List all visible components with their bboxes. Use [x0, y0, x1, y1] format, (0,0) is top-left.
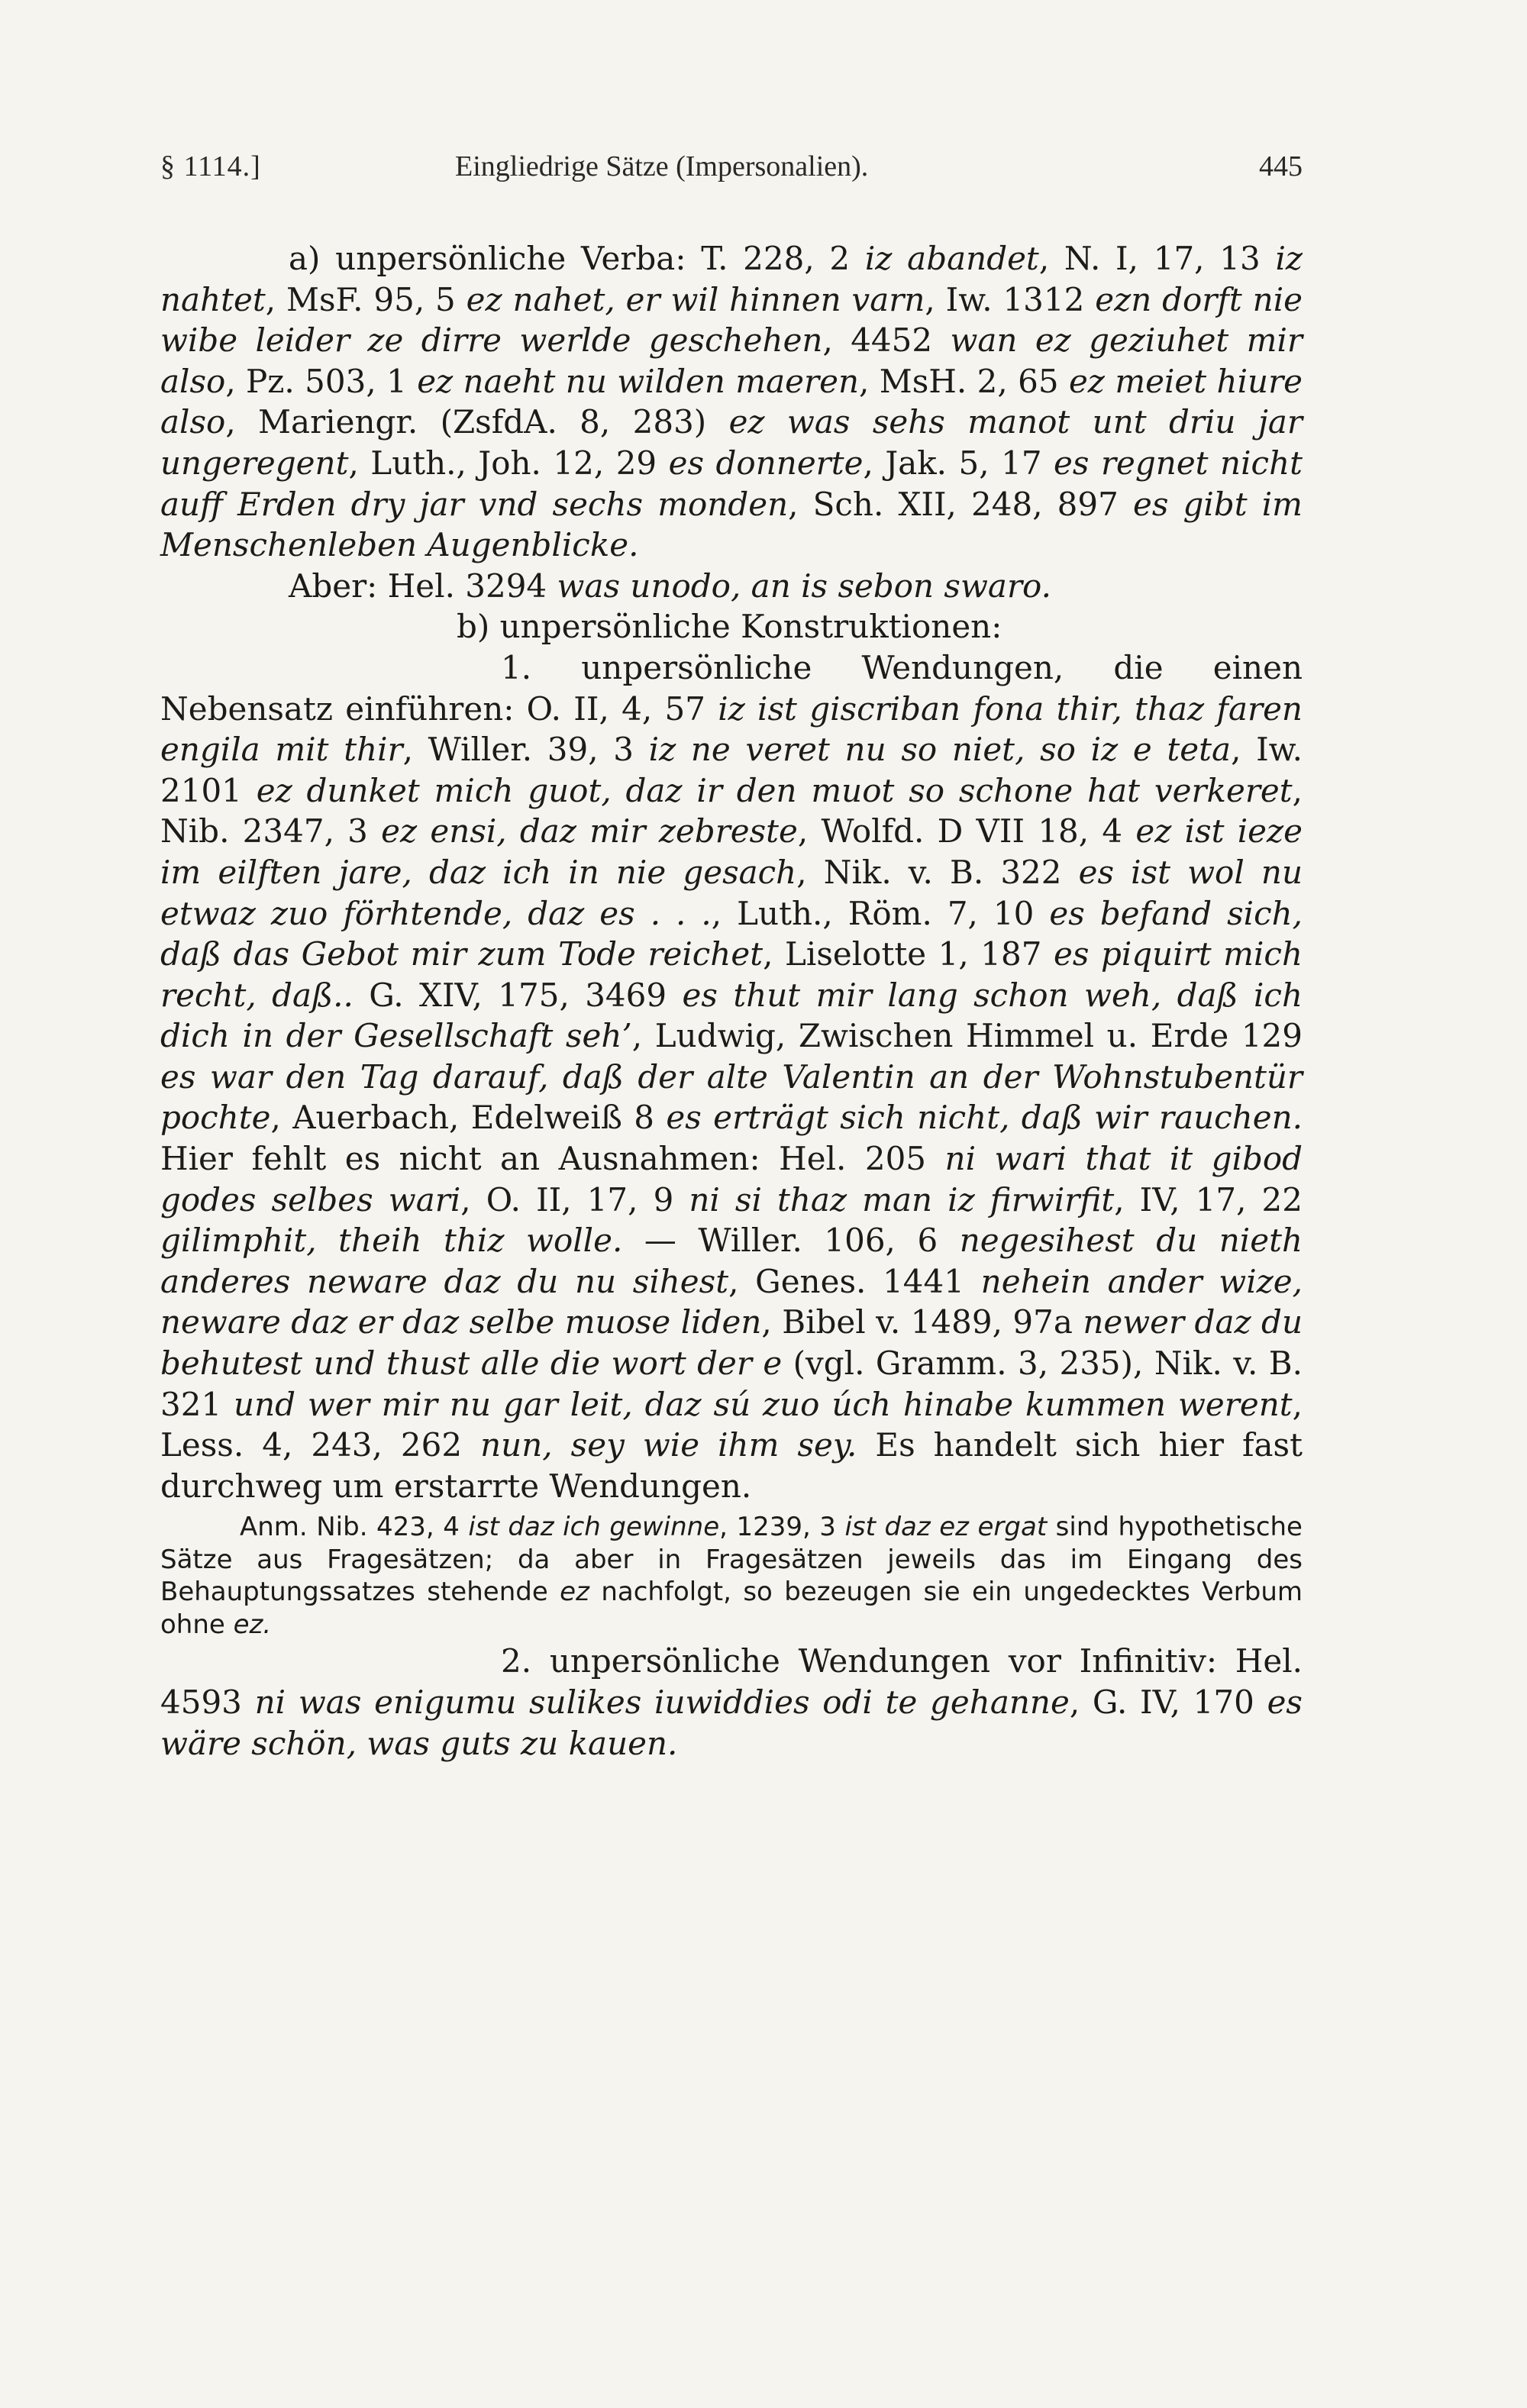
italic-quotation: es gibt im Menschenleben Augenblicke. — [160, 485, 1303, 564]
note-anm — [160, 1511, 1303, 1641]
text-run: a) unpersönliche Verba: T. 228, 2 — [289, 240, 865, 277]
italic-quotation: ez. — [233, 1609, 272, 1640]
italic-quotation: was unodo, an is sebon swaro. — [557, 566, 1051, 605]
text-run: , Mariengr. (ZsfdA. 8, 283) — [225, 403, 729, 441]
text-run: , 4452 — [822, 321, 951, 360]
italic-quotation: es piquirt mich recht, daß.. — [160, 935, 1303, 1014]
italic-quotation: iz ist giscriban fona thir, thaz faren engila mit thir — [160, 689, 1303, 769]
text-run: , Luth., Röm. 7, 10 — [711, 894, 1050, 932]
text-run: , N. I, 17, 13 — [1038, 240, 1276, 277]
paragraph-a-unpersoenliche-verba — [160, 238, 1303, 566]
text-run: 2. unpersönliche Wendungen vor Infinitiv: Hel. 4593 — [160, 1642, 1303, 1721]
italic-quotation: es war den Tag darauf, daß der alte Valentin an der Wohnstubentür pochte — [160, 1057, 1303, 1137]
italic-quotation: ez dunket mich guot, daz ir den muot so schone hat verkeret — [256, 771, 1293, 809]
text-run: , Less. 4, 243, 262 — [160, 1385, 1303, 1464]
paragraph-aber — [160, 566, 1303, 607]
text-run: , Auerbach, Edelweiß 8 — [270, 1099, 667, 1137]
text-run: sind hypothetische Sätze aus Fragesätzen; da aber in Fragesätzen jeweils das im Eingang des Behauptungssatzes stehende — [160, 1512, 1303, 1608]
italic-quotation: iz nahtet — [160, 240, 1303, 318]
italic-quotation: newer daz du behutest und thust alle die wort der e — [160, 1303, 1303, 1383]
text-run: 1. unpersönliche Wendungen, die einen Nebensatz einführen: O. II, 4, 57 — [160, 648, 1303, 728]
text-run: , Iw. 2101 — [160, 731, 1303, 809]
italic-quotation: nun, sey wie ihm sey. — [480, 1426, 857, 1464]
text-run: , G. IV, 170 — [1069, 1683, 1267, 1721]
text-run: , Sch. XII, 248, 897 — [788, 485, 1133, 523]
italic-quotation: es erträgt sich nicht, daß wir rauchen. — [666, 1099, 1303, 1137]
italic-quotation: nehein ander wize, neware daz er daz selbe muose liden — [160, 1262, 1303, 1341]
running-header — [160, 150, 1303, 195]
running-title: Eingliedrige Sätze (Impersonalien). — [455, 150, 869, 182]
italic-quotation: iz ne veret nu so niet, so iz e teta — [648, 731, 1232, 769]
book-page — [160, 150, 1303, 2364]
text-run: , Nib. 2347, 3 — [160, 771, 1303, 851]
italic-quotation: ez ensi, daz mir zebreste — [381, 812, 798, 851]
text-run: , MsF. 95, 5 — [265, 280, 466, 318]
text-run: (vgl. Gramm. 3, 235), Nik. v. B. 321 — [160, 1344, 1303, 1423]
italic-quotation: es ist wol nu etwaz zuo förhtende, daz es . . . — [160, 853, 1303, 932]
text-run: , O. II, 17, 9 — [460, 1180, 689, 1219]
italic-quotation: ez naeht nu wilden maeren — [417, 362, 859, 400]
text-run: , Genes. 1441 — [728, 1262, 981, 1300]
italic-quotation: ez — [560, 1577, 589, 1608]
text-run: nachfolgt, so bezeugen sie ein ungedecktes Verbum ohne — [160, 1577, 1303, 1640]
text-run: , Nik. v. B. 322 — [796, 853, 1079, 891]
paragraph-1-nebensatz — [160, 647, 1303, 1506]
italic-quotation: es donnerte — [668, 444, 864, 482]
page-body — [160, 238, 1303, 1764]
italic-quotation: ez meiet hiure also — [160, 362, 1303, 441]
italic-quotation: ni wari that it gibod godes selbes wari — [160, 1140, 1303, 1219]
text-run: G. XIV, 175, 3469 — [353, 976, 683, 1014]
italic-quotation: ezn dorft nie wibe leider ze dirre werlde geschehen — [160, 280, 1303, 360]
text-run: , Luth., Joh. 12, 29 — [348, 444, 669, 482]
italic-quotation: ez ist ieze im eilften jare, daz ich in nie gesach — [160, 812, 1303, 891]
text-run: Anm. Nib. 423, 4 — [240, 1512, 469, 1543]
italic-quotation: wan ez geziuhet mir also — [160, 321, 1303, 400]
text-run: , Ludwig, Zwischen Himmel u. Erde 129 — [631, 1017, 1303, 1055]
italic-quotation: ez was sehs manot unt driu jar ungeregent — [160, 403, 1303, 482]
text-run: Hier fehlt es nicht an Ausnahmen: Hel. 205 — [160, 1140, 945, 1178]
italic-quotation: iz abandet — [864, 240, 1039, 277]
text-run: Aber: Hel. 3294 — [289, 566, 557, 605]
page-number: 445 — [1259, 150, 1303, 182]
text-run: , Iw. 1312 — [925, 280, 1096, 318]
italic-quotation: ist daz ez ergat — [844, 1512, 1048, 1543]
text-run: Es handelt sich hier fast durchweg um erstarrte Wendungen. — [160, 1426, 1303, 1505]
italic-quotation: gilimphit, theih thiz wolle. — [160, 1222, 623, 1260]
text-run: , MsH. 2, 65 — [859, 362, 1069, 400]
text-run: , Wolfd. D VII 18, 4 — [797, 812, 1136, 851]
text-run: , Liselotte 1, 187 — [763, 935, 1054, 973]
text-run: , Pz. 503, 1 — [225, 362, 418, 400]
text-run: , IV, 17, 22 — [1114, 1180, 1303, 1219]
section-reference: § 1114.] — [160, 150, 261, 182]
paragraph-2-infinitiv — [160, 1641, 1303, 1764]
italic-quotation: es regnet nicht auff Erden dry jar vnd sechs monden — [160, 444, 1303, 523]
text-run: , Jak. 5, 17 — [863, 444, 1054, 482]
italic-quotation: es wäre schön, was guts zu kauen. — [160, 1683, 1303, 1762]
italic-quotation: es thut mir lang schon weh, daß ich dich in der Gesellschaft seh’ — [160, 976, 1303, 1055]
text-run: , Willer. 39, 3 — [402, 731, 649, 769]
heading-b-konstruktionen: b) unpersönliche Konstruktionen: — [457, 608, 1002, 646]
text-run: — Willer. 106, 6 — [622, 1222, 960, 1260]
italic-quotation: ni si thaz man iz firwirfit — [689, 1180, 1115, 1219]
italic-quotation: ist daz ich gewinne — [468, 1512, 720, 1543]
text-run: , Bibel v. 1489, 97a — [761, 1303, 1083, 1341]
italic-quotation: ni was enigumu sulikes iuwiddies odi te gehanne — [254, 1683, 1070, 1721]
italic-quotation: negesihest du nieth anderes neware daz du nu sihest — [160, 1222, 1303, 1300]
italic-quotation: es befand sich, daß das Gebot mir zum Tode reichet — [160, 894, 1303, 973]
italic-quotation: ez nahet, er wil hinnen varn — [466, 280, 925, 318]
text-run: , 1239, 3 — [719, 1512, 845, 1543]
italic-quotation: und wer mir nu gar leit, daz sú zuo úch hinabe kummen werent — [234, 1385, 1293, 1423]
